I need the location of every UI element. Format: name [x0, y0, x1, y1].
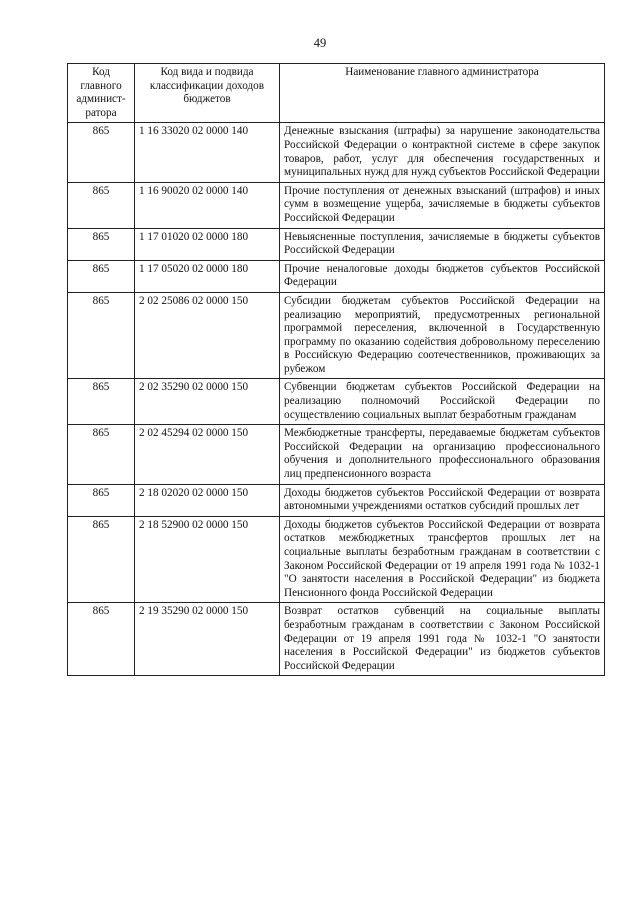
admin-code-cell: 865 [68, 292, 135, 379]
revenue-code-cell: 2 18 02020 02 0000 150 [135, 484, 280, 516]
revenue-code-cell: 2 02 45294 02 0000 150 [135, 425, 280, 484]
revenue-code-cell: 2 18 52900 02 0000 150 [135, 516, 280, 603]
admin-code-cell: 865 [68, 123, 135, 182]
admin-name-cell: Доходы бюджетов субъектов Российской Федерации от возврата автономными учреждениями остатков субсидий прошлых лет [280, 484, 605, 516]
admin-name-cell: Субвенции бюджетам субъектов Российской Федерации на реализацию полномочий Российской Федерации по осуществлению социальных выплат безработным гражданам [280, 379, 605, 425]
table-row [68, 292, 605, 379]
table-row [68, 484, 605, 516]
revenue-code-cell: 1 17 01020 02 0000 180 [135, 228, 280, 260]
admin-code-cell: 865 [68, 603, 135, 676]
admin-name-cell: Возврат остатков субвенций на социальные выплаты безработным гражданам в соответствии с Законом Российской Федерации от 19 апреля 1991 года № 1032-1 "О занятости населения в Российской Федерации" из бюджетов субъектов Российской Федерации [280, 603, 605, 676]
admin-name-cell: Денежные взыскания (штрафы) за нарушение законодательства Российской Федерации о контрактной системе в сфере закупок товаров, работ, услуг для обеспечения государственных и муниципальных нужд для нужд субъектов Российской Федерации [280, 123, 605, 182]
admin-name-cell: Прочие поступления от денежных взысканий (штрафов) и иных сумм в возмещение ущерба, зачисляемые в бюджеты субъектов Российской Федерации [280, 182, 605, 228]
admin-code-cell: 865 [68, 425, 135, 484]
page-number: 49 [313, 36, 327, 50]
header-revenue-code: Код вида и подвида классификации доходов бюджетов [135, 64, 280, 123]
revenue-code-cell: 1 17 05020 02 0000 180 [135, 260, 280, 292]
table-row [68, 425, 605, 484]
revenue-code-cell: 2 02 25086 02 0000 150 [135, 292, 280, 379]
header-admin-code: Код главного админист-ратора [68, 64, 135, 123]
admin-code-cell: 865 [68, 379, 135, 425]
admin-code-cell: 865 [68, 516, 135, 603]
admin-name-cell: Доходы бюджетов субъектов Российской Федерации от возврата остатков межбюджетных трансфертов прошлых лет на социальные выплаты безработным гражданам в соответствии с Законом Российской Федерации от 19 апреля 1991 года № 1032-1 "О занятости населения в Российской Федерации" из бюджета Пенсионного фонда Российской Федерации [280, 516, 605, 603]
header-admin-name: Наименование главного администратора [280, 64, 605, 123]
admin-name-cell: Субсидии бюджетам субъектов Российской Федерации на реализацию мероприятий, предусмотренных региональной программой переселения, включенной в Государственную программу по оказанию содействия добровольному переселению в Российскую Федерацию соотечественников, проживающих за рубежом [280, 292, 605, 379]
table-row [68, 228, 605, 260]
admin-code-cell: 865 [68, 484, 135, 516]
table-row [68, 260, 605, 292]
admin-code-cell: 865 [68, 182, 135, 228]
admin-code-cell: 865 [68, 228, 135, 260]
revenue-code-cell: 2 02 35290 02 0000 150 [135, 379, 280, 425]
revenue-code-cell: 1 16 33020 02 0000 140 [135, 123, 280, 182]
table-row [68, 123, 605, 182]
table-row [68, 182, 605, 228]
table-header-row [68, 64, 605, 123]
table-row [68, 379, 605, 425]
revenue-code-cell: 2 19 35290 02 0000 150 [135, 603, 280, 676]
admin-name-cell: Невыясненные поступления, зачисляемые в бюджеты субъектов Российской Федерации [280, 228, 605, 260]
admin-name-cell: Прочие неналоговые доходы бюджетов субъектов Российской Федерации [280, 260, 605, 292]
admin-name-cell: Межбюджетные трансферты, передаваемые бюджетам субъектов Российской Федерации на организацию профессионального обучения и дополнительного профессионального образования лиц предпенсионного возраста [280, 425, 605, 484]
revenue-code-cell: 1 16 90020 02 0000 140 [135, 182, 280, 228]
admin-code-cell: 865 [68, 260, 135, 292]
administrators-table [67, 63, 605, 676]
table-row [68, 603, 605, 676]
table-row [68, 516, 605, 603]
